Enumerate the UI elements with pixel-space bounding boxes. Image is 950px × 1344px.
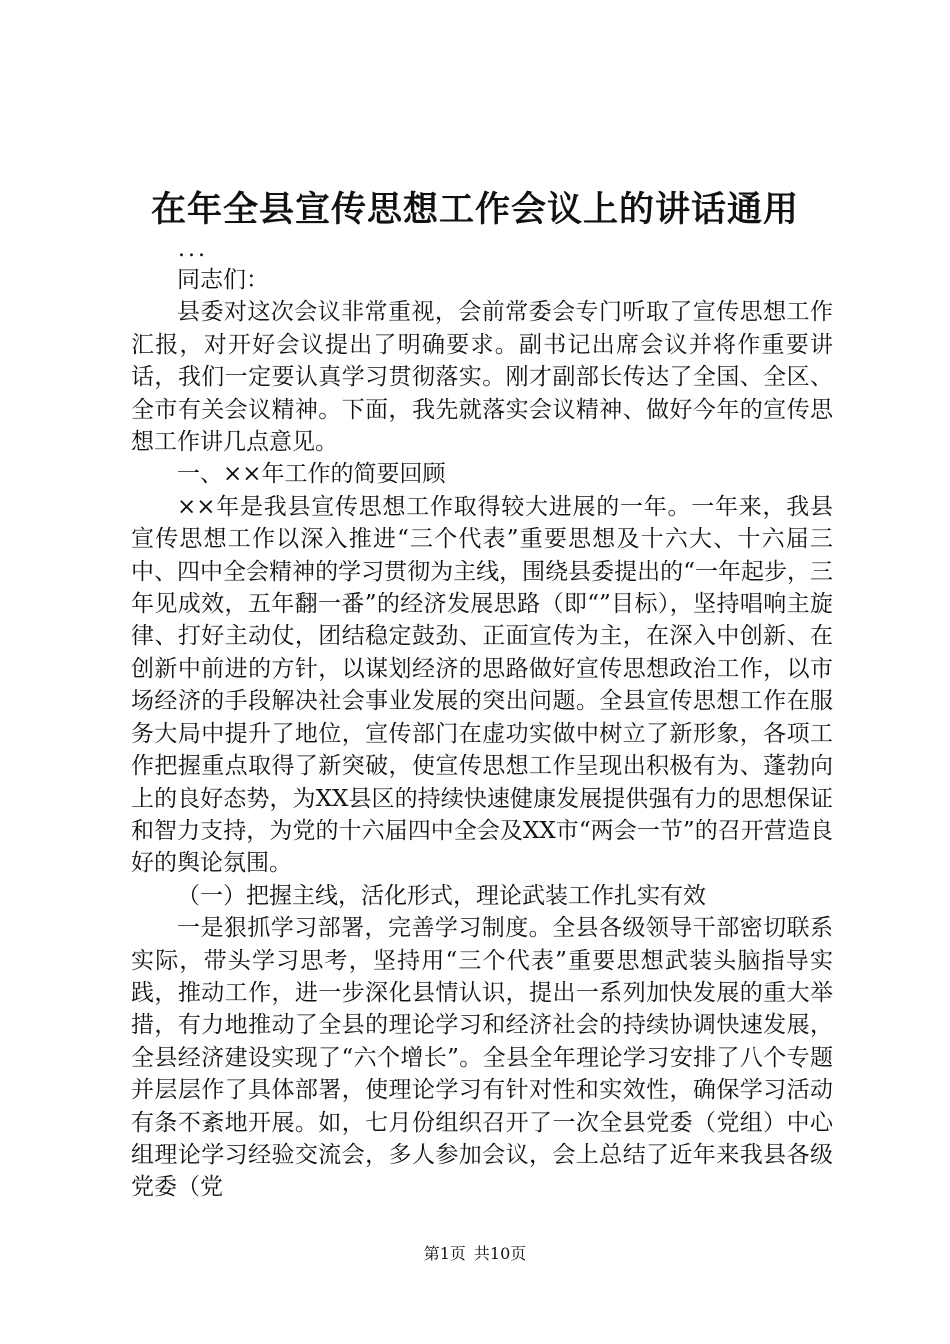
- document-title: 在年全县宣传思想工作会议上的讲话通用: [150, 190, 799, 230]
- page-footer: [0, 1244, 950, 1264]
- page-total: 共10页: [473, 1244, 527, 1263]
- subsection-heading: （一）把握主线，活化形式，理论武装工作扎实有效: [177, 882, 706, 909]
- salutation: 同志们：: [177, 267, 269, 293]
- document-body: [131, 264, 833, 1204]
- body-paragraph: 一是狠抓学习部署，完善学习制度。全县各级领导干部密切联系实际，带头学习思考，坚持用“三个代表”重要思想武装头脑指导实践，推动工作，进一步深化县情认识，提出一系列加快发展的重大举措，有力地推动了全县的理论学习和经济社会的持续协调快速发展，全县经济建设实现了“六个增长”。全县全年理论学习安排了八个专题并层层作了具体部署，使理论学习有针对性和实效性，确保学习活动有条不紊地开展。如，七月份组织召开了一次全县党委（党组）中心组理论学习经验交流会，多人参加会议，会上总结了近年来我县各级党委（党: [131, 915, 833, 1201]
- body-paragraph: 县委对这次会议非常重视，会前常委会专门听取了宣传思想工作汇报，对开好会议提出了明确要求。副书记出席会议并将作重要讲话，我们一定要认真学习贯彻落实。刚才副部长传达了全国、全区、全市有关会议精神。下面，我先就落实会议精神、做好今年的宣传思想工作讲几点意见。: [131, 299, 833, 456]
- section-heading: 一、××年工作的简要回顾: [177, 461, 446, 488]
- page-number: 第1页: [423, 1244, 466, 1263]
- body-paragraph: ××年是我县宣传思想工作取得较大进展的一年。一年来，我县宣传思想工作以深入推进“三个代表”重要思想及十六大、十六届三中、四中全会精神的学习贯彻为主线，围绕县委提出的“一年起步，三年见成效，五年翻一番”的经济发展思路（即“”目标），坚持唱响主旋律、打好主动仗，团结稳定鼓劲、正面宣传为主，在深入中创新、在创新中前进的方针，以谋划经济的思路做好宣传思想政治工作，以市场经济的手段解决社会事业发展的突出问题。全县宣传思想工作在服务大局中提升了地位，宣传部门在虚功实做中树立了新形象，各项工作把握重点取得了新突破，使宣传思想工作呈现出积极有为、蓬勃向上的良好态势，为XX县区的持续快速健康发展提供强有力的思想保证和智力支持，为党的十六届四中全会及XX市“两会一节”的召开营造良好的舆论氛围。: [131, 493, 833, 877]
- title-continuation: ...: [178, 237, 208, 262]
